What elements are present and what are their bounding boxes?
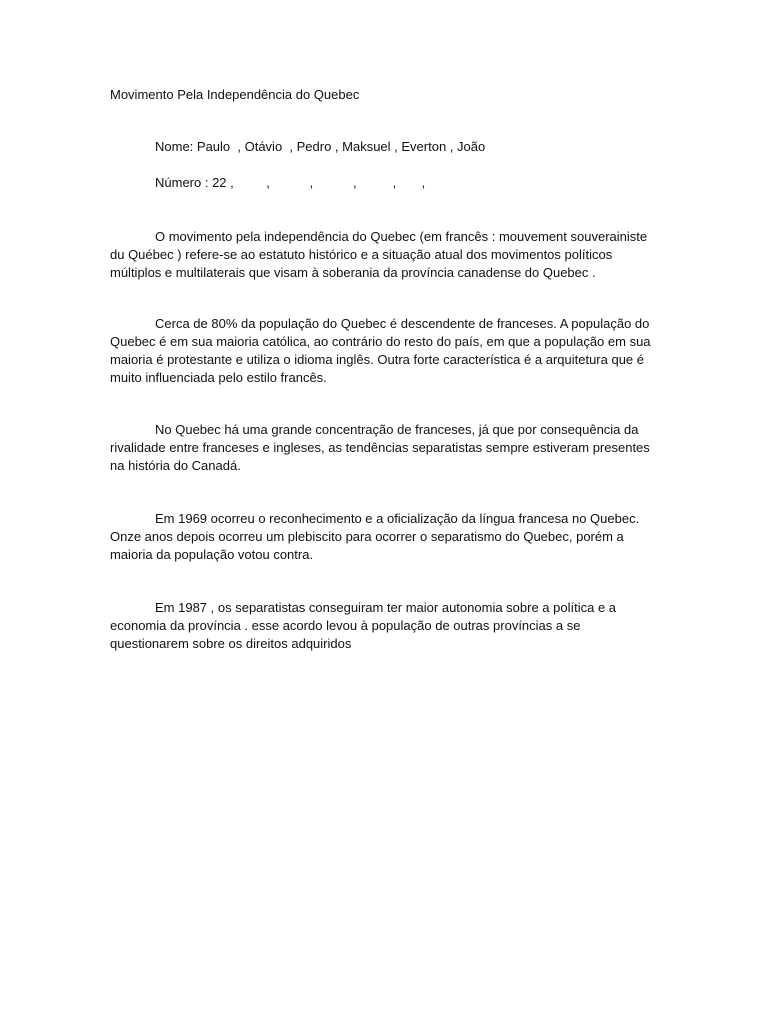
paragraph-2: Cerca de 80% da população do Quebec é descendente de franceses. A população do Quebec é em sua maioria católica, ao contrário do resto do país, em que a população em sua maioria é protestante e utiliza o idioma inglês. Outra forte característica é a arquitetura que é muito influenciada pelo estilo francês. xyxy=(110,316,651,385)
paragraph-4: Em 1969 ocorreu o reconhecimento e a oficialização da língua francesa no Quebec. Onze anos depois ocorreu um plebiscito para ocorrer o separatismo do Quebec, porém a maioria da população votou contra. xyxy=(110,511,640,562)
paragraph-1: O movimento pela independência do Quebec (em francês : mouvement souverainiste du Québec ) refere-se ao estatuto histórico e a situação atual dos movimentos políticos múltiplos e multilaterais que visam à soberania da província canadense do Quebec . xyxy=(110,229,648,280)
document-title: Movimento Pela Independência do Quebec xyxy=(110,87,360,102)
names-line: Nome: Paulo , Otávio , Pedro , Maksuel , Everton , João xyxy=(155,139,486,154)
number-line: Número : 22 , , , , , , xyxy=(155,175,426,190)
paragraph-5: Em 1987 , os separatistas conseguiram ter maior autonomia sobre a política e a economia da província . esse acordo levou à população de outras províncias a se questionarem sobre os direitos adquiridos xyxy=(110,600,617,651)
document-page xyxy=(110,86,655,653)
paragraph-3: No Quebec há uma grande concentração de franceses, já que por consequência da rivalidade entre franceses e ingleses, as tendências separatistas sempre estiveram presentes na história do Canadá. xyxy=(110,422,650,473)
